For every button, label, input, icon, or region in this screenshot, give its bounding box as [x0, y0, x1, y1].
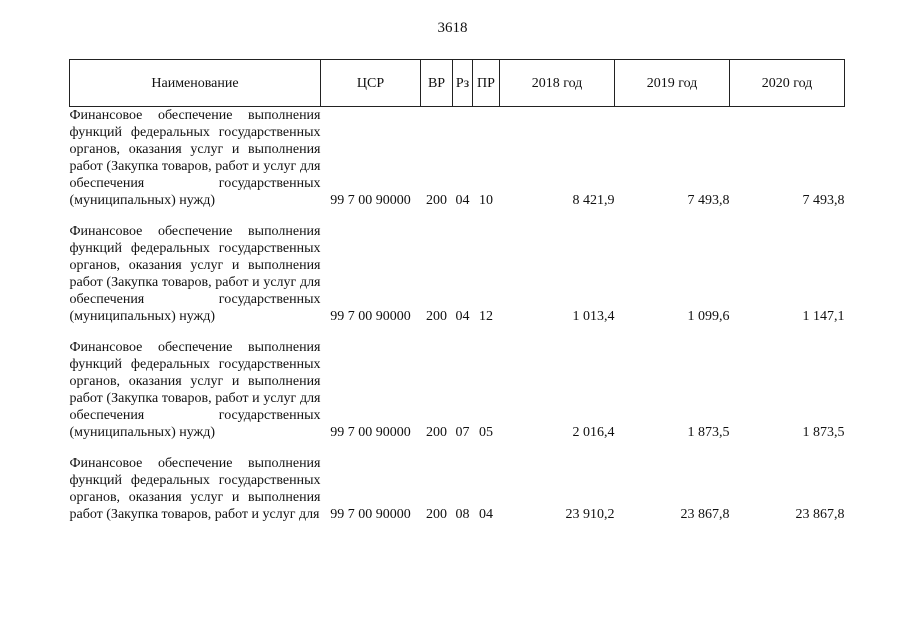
- row-2019: 7 493,8: [687, 193, 730, 208]
- row-rz: 04: [455, 309, 470, 324]
- header-name: Наименование: [70, 60, 321, 107]
- row-name: Финансовое обеспечение выполнения функций федеральных государственных органов, оказания услуг и выполнения работ (Закупка товаров, работ и услуг для: [69, 456, 321, 522]
- row-2020: 23 867,8: [795, 507, 845, 522]
- row-rz: 04: [455, 193, 470, 208]
- row-csr: 99 7 00 90000: [330, 193, 411, 208]
- header-2019: 2019 год: [615, 60, 730, 107]
- header-vr: ВР: [421, 60, 453, 107]
- row-2020: 7 493,8: [802, 193, 845, 208]
- row-csr: 99 7 00 90000: [330, 309, 411, 324]
- row-spacer: [70, 441, 845, 455]
- row-name: Финансовое обеспечение выполнения функций федеральных государственных органов, оказания услуг и выполнения работ (Закупка товаров, работ и услуг для обеспечения государственных (муниципальных) нужд): [69, 224, 321, 324]
- row-2018: 8 421,9: [572, 193, 615, 208]
- table-header-row: [70, 60, 845, 107]
- row-2019: 23 867,8: [680, 507, 730, 522]
- row-name: Финансовое обеспечение выполнения функций федеральных государственных органов, оказания услуг и выполнения работ (Закупка товаров, работ и услуг для обеспечения государственных (муниципальных) нужд): [69, 108, 321, 208]
- row-vr: 200: [426, 425, 447, 440]
- header-2018: 2018 год: [500, 60, 615, 107]
- row-pr: 10: [479, 193, 493, 208]
- table-row: [70, 455, 845, 523]
- row-pr: 05: [479, 425, 493, 440]
- table-row: [70, 223, 845, 325]
- row-pr: 12: [479, 309, 493, 324]
- row-csr: 99 7 00 90000: [330, 507, 411, 522]
- row-2019: 1 873,5: [687, 425, 730, 440]
- row-2018: 2 016,4: [572, 425, 615, 440]
- budget-table: [69, 59, 845, 523]
- row-rz: 07: [455, 425, 470, 440]
- row-vr: 200: [426, 193, 447, 208]
- row-2020: 1 873,5: [802, 425, 845, 440]
- header-rz: Рз: [453, 60, 473, 107]
- header-csr: ЦСР: [321, 60, 421, 107]
- row-2018: 1 013,4: [572, 309, 615, 324]
- page-number: 3618: [437, 20, 468, 36]
- table-row: [70, 339, 845, 441]
- row-spacer: [70, 325, 845, 339]
- row-2019: 1 099,6: [687, 309, 730, 324]
- table-row: [70, 107, 845, 210]
- row-spacer: [70, 209, 845, 223]
- header-pr: ПР: [473, 60, 500, 107]
- row-csr: 99 7 00 90000: [330, 425, 411, 440]
- header-2020: 2020 год: [730, 60, 845, 107]
- row-2020: 1 147,1: [802, 309, 845, 324]
- row-pr: 04: [479, 507, 493, 522]
- row-vr: 200: [426, 507, 447, 522]
- row-rz: 08: [455, 507, 470, 522]
- row-name: Финансовое обеспечение выполнения функций федеральных государственных органов, оказания услуг и выполнения работ (Закупка товаров, работ и услуг для обеспечения государственных (муниципальных) нужд): [69, 340, 321, 440]
- row-2018: 23 910,2: [565, 507, 615, 522]
- row-vr: 200: [426, 309, 447, 324]
